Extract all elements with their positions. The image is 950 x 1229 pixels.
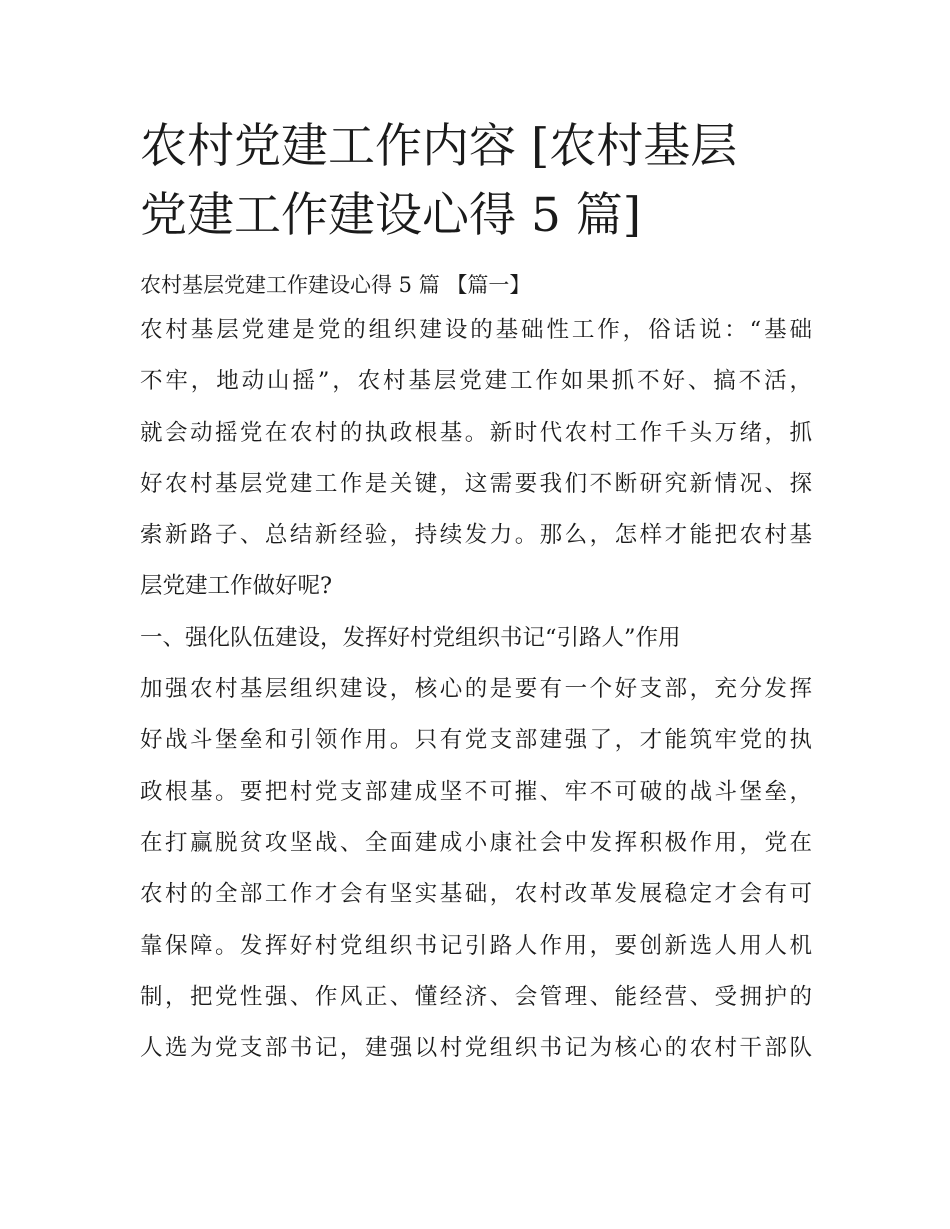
text-line: 好战斗堡垒和引领作用。只有党支部建强了，才能筑牢党的执 (140, 727, 812, 754)
text-line: 制，把党性强、作风正、懂经济、会管理、能经营、受拥护的 (140, 983, 812, 1010)
section-heading: 一、强化队伍建设，发挥好村党组织书记“引路人”作用 (140, 624, 681, 651)
paragraph-section-1 (140, 664, 812, 1074)
text-line: 农村基层党建是党的组织建设的基础性工作，俗话说：“基础 (140, 317, 812, 343)
text-line: 在打赢脱贫攻坚战、全面建成小康社会中发挥积极作用，党在 (140, 829, 812, 856)
document-subheading: 农村基层党建工作建设心得 5 篇 【篇一】 (140, 273, 531, 297)
title-line: 农村党建工作内容 [农村基层 (140, 119, 738, 174)
text-line: 好农村基层党建工作是关键，这需要我们不断研究新情况、探 (140, 470, 812, 497)
document-title (140, 112, 812, 250)
text-line: 农村的全部工作才会有坚实基础，农村改革发展稳定才会有可 (140, 881, 812, 908)
text-line: 不牢，地动山摇”，农村基层党建工作如果抓不好、搞不活， (140, 368, 812, 395)
text-line: 加强农村基层组织建设，核心的是要有一个好支部，充分发挥 (140, 676, 812, 703)
text-line: 就会动摇党在农村的执政根基。新时代农村工作千头万绪，抓 (140, 419, 812, 446)
text-line: 靠保障。发挥好村党组织书记引路人作用，要创新选人用人机 (140, 932, 812, 959)
text-line: 人选为党支部书记，建强以村党组织书记为核心的农村干部队 (140, 1035, 812, 1062)
text-line: 层党建工作做好呢? (140, 573, 333, 600)
document-page (140, 112, 812, 1074)
title-line: 党建工作建设心得 5 篇] (140, 188, 642, 243)
text-line: 政根基。要把村党支部建成坚不可摧、牢不可破的战斗堡垒， (140, 778, 812, 805)
text-line: 索新路子、总结新经验，持续发力。那么，怎样才能把农村基 (140, 522, 812, 549)
paragraph-intro (140, 305, 812, 613)
